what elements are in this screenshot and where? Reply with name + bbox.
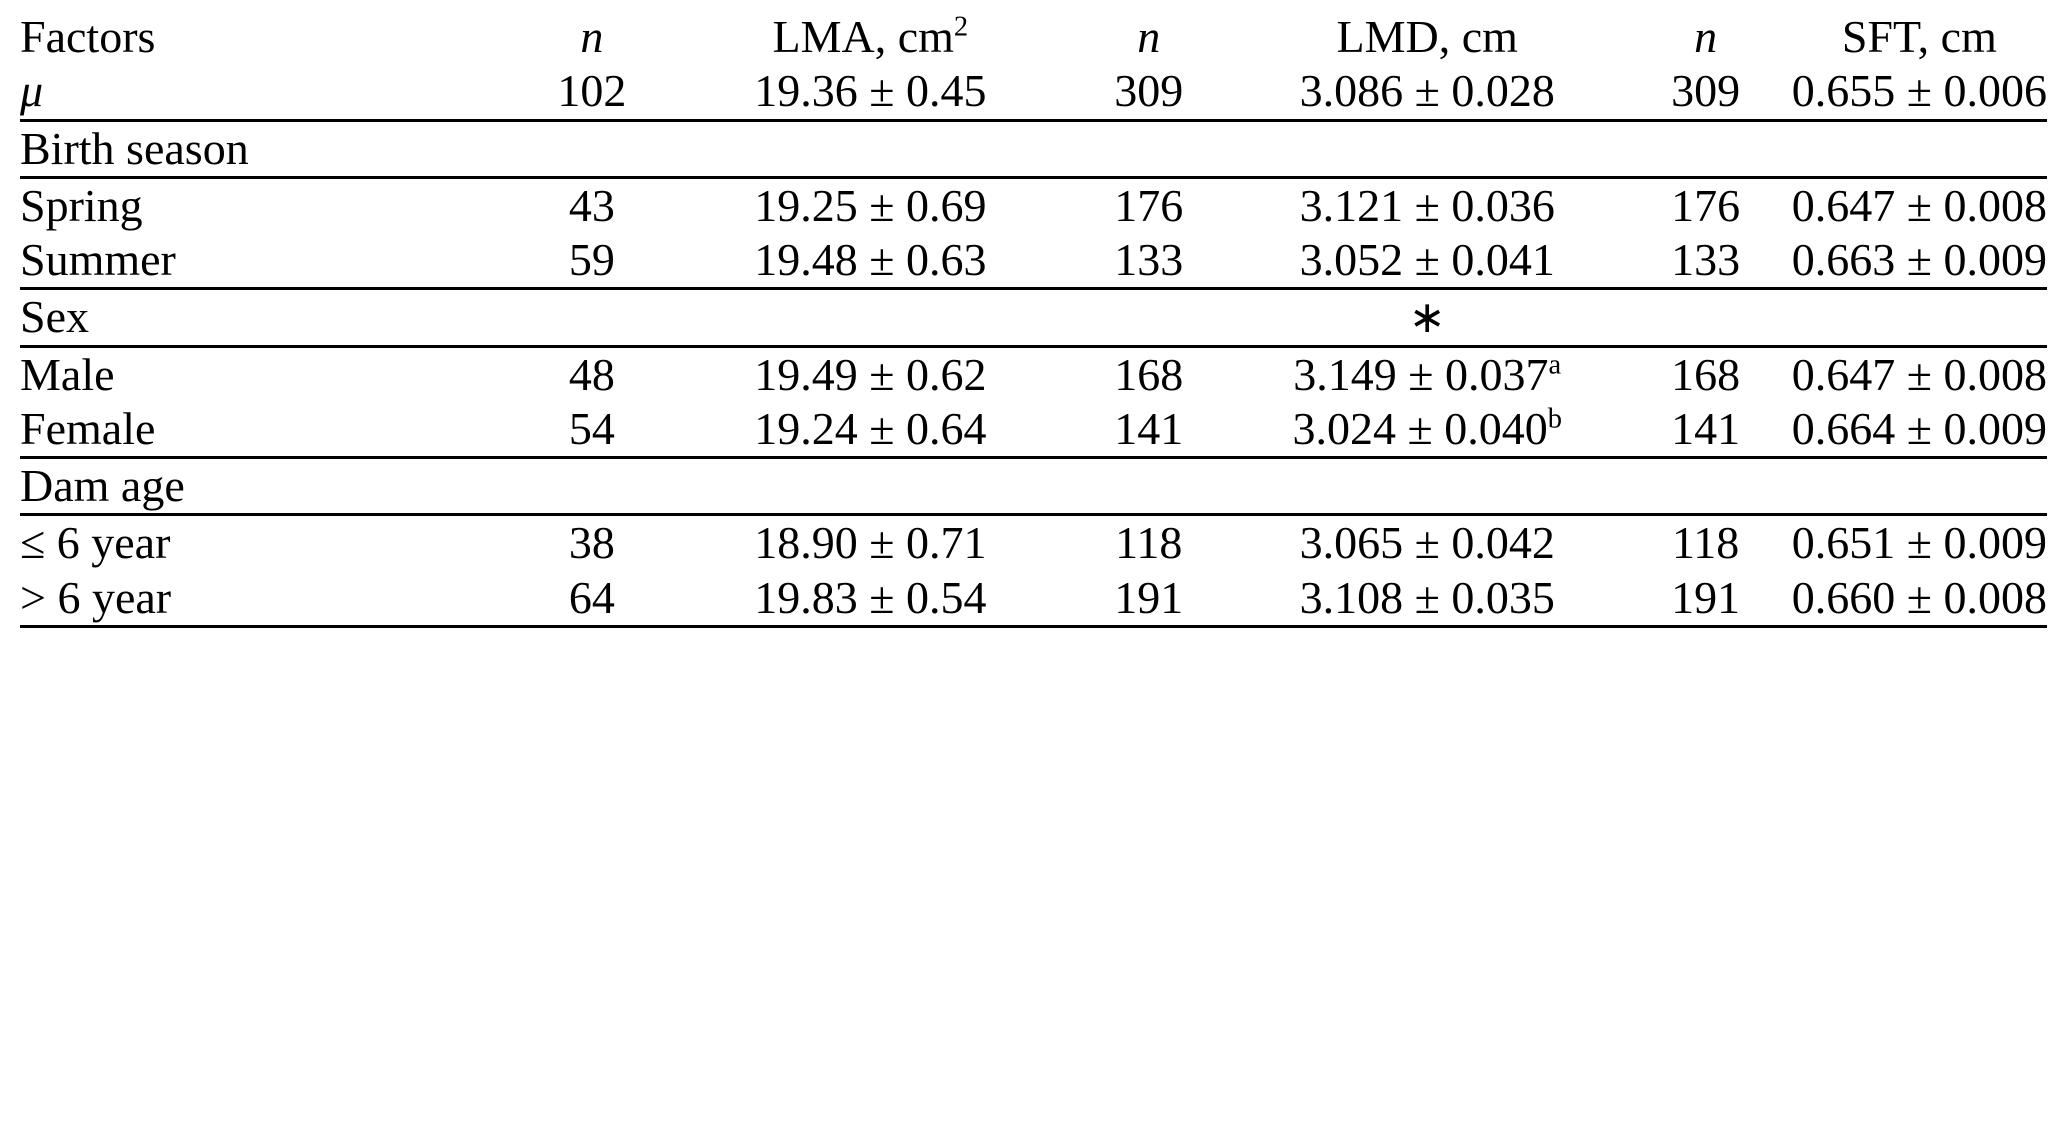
table-row — [20, 346, 2047, 402]
cell-n-2 — [1063, 458, 1235, 515]
cell-group-label: Sex — [20, 289, 506, 346]
cell-lma — [678, 120, 1063, 177]
cell-lmd: 3.086 ± 0.028 — [1235, 64, 1620, 120]
cell-n-1: 54 — [506, 402, 678, 458]
cell-n-2: 176 — [1114, 179, 1184, 231]
cell-sft — [1792, 120, 2047, 177]
table-row — [20, 515, 2047, 571]
cell-sft: 0.664 ± 0.009 — [1792, 402, 2047, 458]
cell-lma — [678, 289, 1063, 346]
table-group-row — [20, 120, 2047, 177]
cell-sft: 0.655 ± 0.006 — [1792, 64, 2047, 120]
cell-lmd: 3.052 ± 0.041 — [1235, 233, 1620, 289]
significance-marker: ∗ — [1235, 289, 1620, 346]
table-row — [20, 233, 2047, 289]
cell-n-1: 59 — [506, 233, 678, 289]
cell-n-3: 176 — [1671, 179, 1741, 231]
column-header-n-2: n — [1137, 11, 1161, 62]
cell-factor: Male — [20, 348, 115, 400]
cell-n-2: 141 — [1063, 402, 1235, 458]
cell-lma: 19.49 ± 0.62 — [754, 348, 987, 400]
cell-lma: 19.48 ± 0.63 — [678, 233, 1063, 289]
cell-group-label: Dam age — [20, 458, 506, 515]
cell-sft: 0.647 ± 0.008 — [1791, 179, 2047, 231]
cell-lma: 19.24 ± 0.64 — [678, 402, 1063, 458]
table-row — [20, 571, 2047, 627]
cell-lmd-value: 3.024 ± 0.040 — [1292, 402, 1548, 454]
cell-lma: 18.90 ± 0.71 — [754, 517, 987, 569]
cell-n-1: 43 — [568, 179, 615, 231]
column-header-lma — [678, 10, 1063, 64]
cell-factor: Female — [20, 402, 506, 458]
cell-lmd — [1235, 458, 1620, 515]
cell-lmd — [1235, 402, 1620, 458]
cell-n-1 — [506, 120, 678, 177]
cell-factor: Spring — [20, 179, 143, 231]
cell-lmd: 3.121 ± 0.036 — [1299, 179, 1555, 231]
cell-group-label: Birth season — [20, 120, 506, 177]
cell-n-1 — [506, 289, 678, 346]
cell-n-1: 102 — [506, 64, 678, 120]
cell-lmd — [1235, 120, 1620, 177]
cell-n-3: 191 — [1620, 571, 1792, 627]
cell-lma: 19.36 ± 0.45 — [678, 64, 1063, 120]
cell-sft: 0.647 ± 0.008 — [1791, 348, 2047, 400]
cell-sft: 0.663 ± 0.009 — [1792, 233, 2047, 289]
table-group-row — [20, 289, 2047, 346]
cell-lmd — [1235, 346, 1620, 402]
table-row — [20, 177, 2047, 233]
cell-lmd: 3.065 ± 0.042 — [1299, 517, 1555, 569]
cell-n-3: 309 — [1620, 64, 1792, 120]
table-row — [20, 402, 2047, 458]
cell-n-2: 168 — [1114, 348, 1184, 400]
column-header-lma-label: LMA, cm — [772, 11, 954, 62]
cell-lma: 19.83 ± 0.54 — [678, 571, 1063, 627]
cell-lma — [678, 458, 1063, 515]
column-header-sft: SFT, cm — [1841, 11, 1997, 62]
cell-n-2: 191 — [1063, 571, 1235, 627]
cell-n-1 — [506, 458, 678, 515]
cell-n-3 — [1620, 289, 1792, 346]
column-header-lma-superscript: 2 — [953, 11, 969, 43]
cell-lmd: 3.108 ± 0.035 — [1235, 571, 1620, 627]
cell-sft — [1792, 458, 2047, 515]
cell-lmd-superscript: b — [1547, 403, 1562, 435]
cell-sft: 0.660 ± 0.008 — [1792, 571, 2047, 627]
cell-lma: 19.25 ± 0.69 — [754, 179, 987, 231]
cell-n-2: 309 — [1063, 64, 1235, 120]
cell-n-1: 48 — [568, 348, 615, 400]
cell-n-3 — [1620, 458, 1792, 515]
cell-sft — [1792, 289, 2047, 346]
cell-n-3: 118 — [1672, 517, 1740, 569]
column-header-lmd: LMD, cm — [1336, 11, 1518, 62]
table-row — [20, 64, 2047, 120]
table-header-row — [20, 10, 2047, 64]
cell-n-2 — [1063, 120, 1235, 177]
cell-factor: μ — [20, 64, 506, 120]
cell-n-2: 118 — [1115, 517, 1183, 569]
column-header-n-3: n — [1694, 11, 1718, 62]
cell-factor: Summer — [20, 233, 506, 289]
cell-n-1: 38 — [568, 517, 615, 569]
statistics-table — [20, 10, 2047, 628]
cell-n-1: 64 — [506, 571, 678, 627]
cell-factor: > 6 year — [20, 571, 506, 627]
cell-factor: ≤ 6 year — [20, 517, 171, 569]
cell-lmd-value: 3.149 ± 0.037 — [1293, 348, 1549, 400]
cell-n-2: 133 — [1063, 233, 1235, 289]
cell-n-2 — [1063, 289, 1235, 346]
cell-n-3: 168 — [1671, 348, 1741, 400]
cell-sft: 0.651 ± 0.009 — [1791, 517, 2047, 569]
cell-n-3: 141 — [1620, 402, 1792, 458]
column-header-n-1: n — [580, 11, 604, 62]
cell-n-3 — [1620, 120, 1792, 177]
table-group-row — [20, 458, 2047, 515]
cell-n-3: 133 — [1620, 233, 1792, 289]
cell-lmd-superscript: a — [1548, 349, 1562, 381]
column-header-factors: Factors — [20, 11, 156, 62]
